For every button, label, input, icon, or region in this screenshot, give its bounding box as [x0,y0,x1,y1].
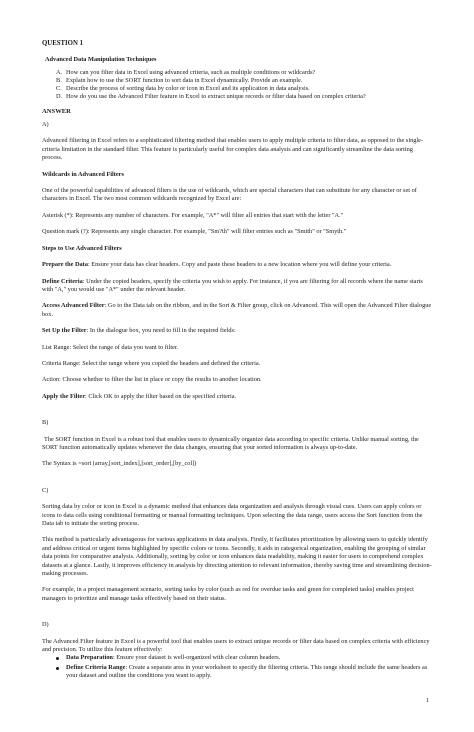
question-letter: B. [56,77,62,85]
question-letter: A. [56,68,63,76]
bullet-item [66,664,434,681]
question-list [42,69,434,102]
step-text: : Ensure your data has clear headers. Copy and paste these headers to a new location where you will define your criteria. [87,261,392,269]
step-label: Set Up the Filter [42,327,87,335]
answer-heading: ANSWER [42,107,71,115]
question-item [56,93,434,101]
step-label: Prepare the Data [42,261,88,269]
step-prepare [42,261,434,269]
step-text: : Click OK to apply the filter based on the specified criteria. [85,392,237,400]
question-item [56,77,434,85]
bullet-label: Define Criteria Range [66,663,126,671]
section-b-text: The SORT function in Excel is a robust tool that enables users to dynamically organize data according to specific criteria. Unlike manual sorting, the SORT function automatically updates whenever the data changes, ensuring that your sorted information is always up-to-date. [42,435,419,451]
section-a-intro: Advanced filtering in Excel refers to a sophisticated filtering method that enables users to apply multiple criteria to filter data, as opposed to the single-criteria limitation in the standard filter. This feature is particularly useful for complex data analysis and can significantly streamline the data sorting process. [42,137,424,162]
asterisk-text: Asterisk (*): Represents any number of characters. For example, "A*" will filter all entries that start with the letter "A." [42,211,344,219]
section-a-label: A) [42,121,49,129]
question-subtitle: Advanced Data Manipulation Techniques [45,56,157,64]
bullet-item [66,654,434,662]
step-label: Apply the Filter [42,392,86,400]
step-define [42,278,434,295]
step-text: : In the dialogue box, you need to fill in the required fields: [86,327,236,335]
question-text: Explain how to use the SORT function to sort data in Excel dynamically. Provide an example. [66,77,303,85]
step-setup [42,327,434,335]
step-access [42,302,434,319]
question-text: How do you use the Advanced Filter feature in Excel to extract unique records or filter data based on complex criteria? [66,93,366,101]
section-d-label: D) [42,621,49,629]
section-c-paragraph-2: This method is particularly advantageous for various applications in data analysis. Firstly, it facilitates prioritization by allowing users to quickly identify and address critical or urgent items highlighted by specific colors or icons. Secondly, it aids in categorical organization, enabling the grouping of similar data points for comparative analysis. Additionally, sorting by color or icon enhances data readability, making it easier for users to comprehend complex datasets at a glance. Lastly, it improves efficiency in analysis by directing attention to relevant information, thereby saving time and streamlining decision-making processes. [42,536,432,578]
section-c-paragraph-1: Sorting data by color or icon in Excel is a dynamic method that enhances data organization and analysis through visual cues. Users can apply colors or icons to data cells using conditional formatting or manual formatting techniques. Upon selecting the data range, users access the Sort function from the Data tab to initiate the sorting process. [42,503,423,527]
question-heading: QUESTION 1 [42,40,83,47]
step-apply [42,393,434,401]
sort-syntax-text: The Syntax is =sort (array,[sort_index],[sort_order],[by_col]) [42,460,197,468]
bullet-text: : Ensure your dataset is well-organized with clear column headers. [112,654,281,662]
bullet-dot-icon [56,667,59,670]
question-letter: C. [56,85,62,93]
list-range-text: List Range: Select the range of data you want to filter. [42,343,179,351]
criteria-range-text: Criteria Range: Select the range where you copied the headers and defined the criteria. [42,359,261,367]
section-c-paragraph-3: For example, in a project management scenario, sorting tasks by color (such as red for overdue tasks and green for completed tasks) enables project managers to prioritize and manage tasks effectively based on their status. [42,586,414,602]
section-d-text: The Advanced Filter feature in Excel is a powerful tool that enables users to extract unique records or filter data based on complex criteria with efficiency and precision. To utilize this feature effectively: [42,637,430,654]
question-letter: D. [56,93,63,101]
bullet-label: Data Preparation [66,654,113,662]
step-label: Access Advanced Filter [42,302,105,310]
page-number: 1 [425,697,429,704]
section-c-label: C) [42,486,49,494]
section-d-bullets [42,654,434,680]
action-text: Action: Choose whether to filter the list in place or copy the results to another location. [42,376,262,384]
bullet-dot-icon [56,657,59,660]
bullet-text: : Create a separate area in your worksheet to specify the filtering criteria. This range should include the same headers as your dataset and outline the conditions you want to apply. [66,663,428,680]
question-item [56,85,434,93]
steps-heading: Steps to Use Advanced Filters [42,244,122,252]
wildcards-heading: Wildcards in Advanced Filters [42,170,124,178]
question-text: How can you filter data in Excel using advanced criteria, such as multiple conditions or wildcards? [66,68,316,76]
step-text: : Under the copied headers, specify the criteria you wish to apply. For instance, if you are filtering for all records where the name starts with "A," you would use "A*" under the relevant header. [42,277,423,293]
wildcards-text: One of the powerful capabilities of advanced filters is the use of wildcards, which are special characters that can substitute for any character or set of characters in Excel. The two most common wildcards recognized by Excel are: [42,187,417,203]
step-text: : Go to the Data tab on the ribbon, and in the Sort & Filter group, click on Advanced. This will open the Advanced Filter dialogue box. [42,302,432,318]
question-text: Describe the process of sorting data by color or icon in Excel and its application in data analysis. [66,85,310,93]
section-b-label: B) [42,419,49,427]
step-label: Define Criteria [42,277,83,285]
question-mark-text: Question mark (?): Represents any single character. For example, "Sm?th" will filter entries such as "Smith" or "Smyth." [42,228,347,236]
question-item [56,69,434,77]
